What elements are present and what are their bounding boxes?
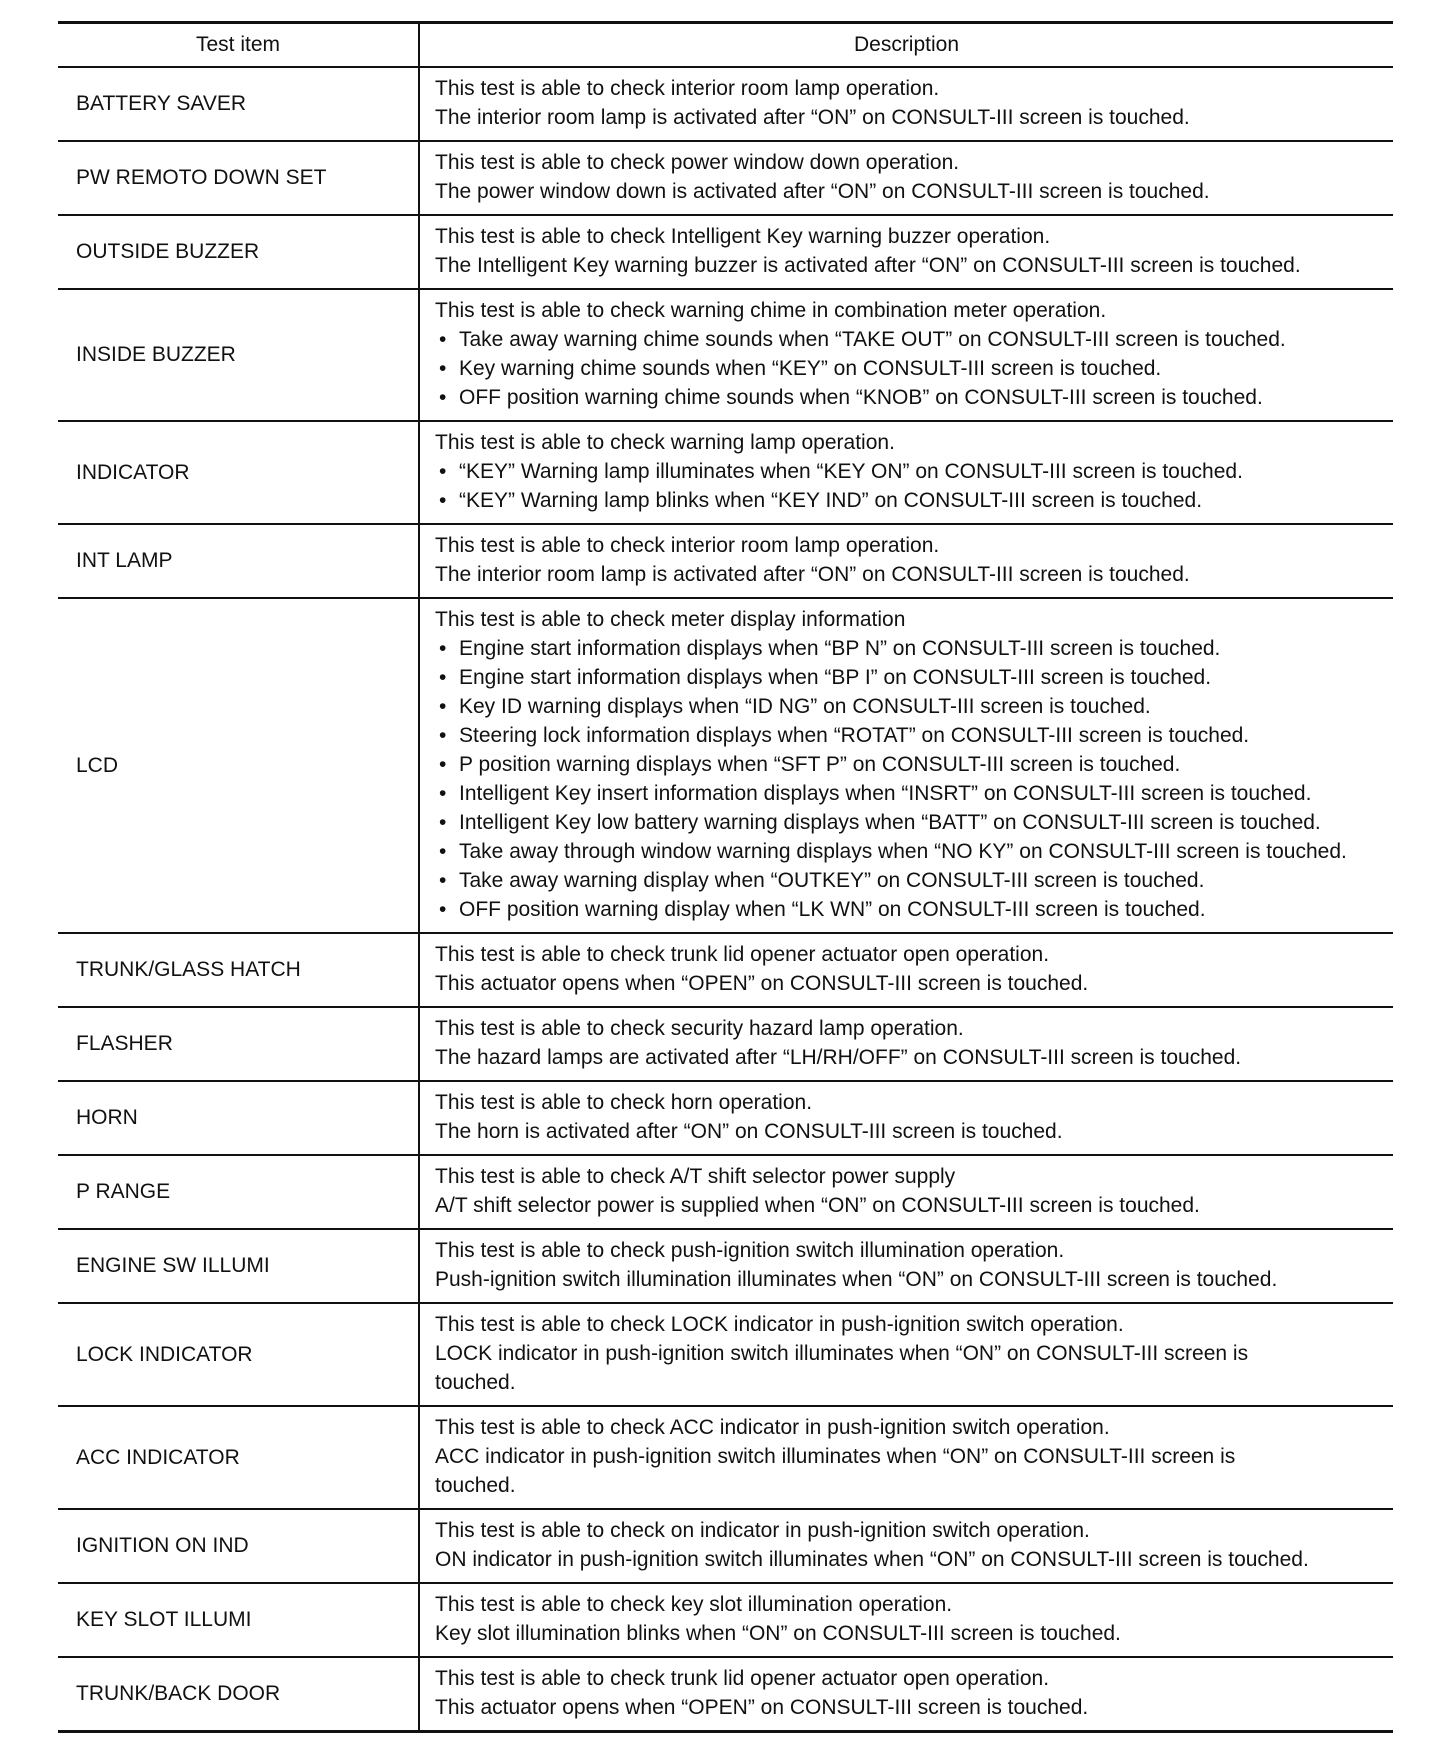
bullet-icon: • [439,665,447,689]
bullet-icon: • [439,868,447,892]
header-row [58,23,1393,67]
bullet-text: P position warning displays when “SFT P” on CONSULT-III screen is touched. [459,752,1181,776]
table-row [58,598,1393,933]
table-row [58,421,1393,524]
bullet-text: Key warning chime sounds when “KEY” on CONSULT-III screen is touched. [459,356,1162,380]
description-line: A/T shift selector power is supplied when “ON” on CONSULT-III screen is touched. [435,1193,1200,1217]
table-row [58,524,1393,598]
description-line: This test is able to check LOCK indicator in push-ignition switch operation. [435,1312,1124,1336]
table-row [58,1229,1393,1303]
bullet-icon: • [439,897,447,921]
bullet-text: “KEY” Warning lamp blinks when “KEY IND” on CONSULT-III screen is touched. [459,488,1203,512]
header-test-item: Test item [58,23,419,67]
bullet-text: Take away through window warning displays when “NO KY” on CONSULT-III screen is touched. [459,839,1347,863]
description-line: ON indicator in push-ignition switch illuminates when “ON” on CONSULT-III screen is touched. [435,1547,1309,1571]
test-item-cell: OUTSIDE BUZZER [58,215,419,289]
description-line: Push-ignition switch illumination illuminates when “ON” on CONSULT-III screen is touched. [435,1267,1278,1291]
bullet-item [435,895,1387,924]
description-line: This test is able to check on indicator in push-ignition switch operation. [435,1518,1090,1542]
description-line: This test is able to check horn operation. [435,1090,813,1114]
bullet-item [435,325,1387,354]
bullet-item [435,354,1387,383]
description-cell [419,289,1393,421]
test-item-cell: P RANGE [58,1155,419,1229]
bullet-item [435,837,1387,866]
bullet-icon: • [439,327,447,351]
test-item-cell: FLASHER [58,1007,419,1081]
bullet-item [435,486,1387,515]
table-row [58,1081,1393,1155]
test-item-cell: PW REMOTO DOWN SET [58,141,419,215]
test-item-cell: TRUNK/BACK DOOR [58,1657,419,1732]
table-row [58,1007,1393,1081]
description-cell [419,1509,1393,1583]
test-item-cell: INT LAMP [58,524,419,598]
description-line: This test is able to check A/T shift selector power supply [435,1164,956,1188]
test-item-cell: ENGINE SW ILLUMI [58,1229,419,1303]
bullet-text: Intelligent Key insert information displays when “INSRT” on CONSULT-III screen is touched. [459,781,1312,805]
bullet-text: Engine start information displays when “BP I” on CONSULT-III screen is touched. [459,665,1212,689]
table-row [58,933,1393,1007]
description-cell [419,933,1393,1007]
description-line: This test is able to check warning lamp operation. [435,430,895,454]
description-line: This actuator opens when “OPEN” on CONSULT-III screen is touched. [435,971,1089,995]
bullet-icon: • [439,810,447,834]
description-line: This test is able to check security hazard lamp operation. [435,1016,964,1040]
bullet-item [435,457,1387,486]
bullet-icon: • [439,781,447,805]
description-cell [419,1406,1393,1509]
test-item-cell: ACC INDICATOR [58,1406,419,1509]
description-line: This test is able to check trunk lid opener actuator open operation. [435,942,1050,966]
bullet-item [435,866,1387,895]
bullet-text: Steering lock information displays when “ROTAT” on CONSULT-III screen is touched. [459,723,1250,747]
table-row [58,1155,1393,1229]
table-row [58,1406,1393,1509]
header-description: Description [419,23,1393,67]
bullet-icon: • [439,488,447,512]
description-cell [419,141,1393,215]
test-item-cell: TRUNK/GLASS HATCH [58,933,419,1007]
description-cell [419,1155,1393,1229]
table-row [58,1657,1393,1732]
description-cell [419,1007,1393,1081]
description-line: This test is able to check ACC indicator in push-ignition switch operation. [435,1415,1110,1439]
test-item-table [58,21,1393,1733]
bullet-item [435,634,1387,663]
bullet-text: Intelligent Key low battery warning displays when “BATT” on CONSULT-III screen is touched. [459,810,1321,834]
bullet-item [435,721,1387,750]
description-line: The horn is activated after “ON” on CONSULT-III screen is touched. [435,1119,1063,1143]
description-line: The Intelligent Key warning buzzer is activated after “ON” on CONSULT-III screen is touched. [435,253,1301,277]
test-item-cell: KEY SLOT ILLUMI [58,1583,419,1657]
description-line: This test is able to check Intelligent Key warning buzzer operation. [435,224,1051,248]
description-cell [419,421,1393,524]
description-line: This test is able to check power window down operation. [435,150,960,174]
test-item-cell: INSIDE BUZZER [58,289,419,421]
description-line: touched. [435,1370,516,1394]
bullet-text: Key ID warning displays when “ID NG” on CONSULT-III screen is touched. [459,694,1151,718]
description-cell [419,1583,1393,1657]
bullet-icon: • [439,636,447,660]
description-line: This test is able to check trunk lid opener actuator open operation. [435,1666,1050,1690]
bullet-text: Engine start information displays when “BP N” on CONSULT-III screen is touched. [459,636,1221,660]
bullet-item [435,663,1387,692]
description-line: This test is able to check key slot illumination operation. [435,1592,953,1616]
bullet-icon: • [439,694,447,718]
table-row [58,215,1393,289]
test-item-cell: IGNITION ON IND [58,1509,419,1583]
description-line: Key slot illumination blinks when “ON” on CONSULT-III screen is touched. [435,1621,1121,1645]
description-line: This test is able to check interior room lamp operation. [435,76,940,100]
bullet-item [435,808,1387,837]
test-item-cell: HORN [58,1081,419,1155]
bullet-icon: • [439,839,447,863]
bullet-item [435,383,1387,412]
description-cell [419,215,1393,289]
bullet-icon: • [439,385,447,409]
bullet-icon: • [439,459,447,483]
bullet-item [435,692,1387,721]
description-line: This actuator opens when “OPEN” on CONSULT-III screen is touched. [435,1695,1089,1719]
table-row [58,141,1393,215]
description-line: ACC indicator in push-ignition switch illuminates when “ON” on CONSULT-III screen is [435,1444,1236,1468]
table-body [58,67,1393,1732]
table-row [58,1583,1393,1657]
description-line: touched. [435,1473,516,1497]
description-cell [419,67,1393,141]
description-cell [419,1303,1393,1406]
bullet-item [435,750,1387,779]
bullet-text: OFF position warning chime sounds when “KNOB” on CONSULT-III screen is touched. [459,385,1263,409]
description-line: This test is able to check interior room lamp operation. [435,533,940,557]
description-line: This test is able to check warning chime in combination meter operation. [435,298,1107,322]
table-row [58,1303,1393,1406]
bullet-text: OFF position warning display when “LK WN” on CONSULT-III screen is touched. [459,897,1206,921]
bullet-icon: • [439,356,447,380]
test-item-cell: INDICATOR [58,421,419,524]
description-cell [419,1229,1393,1303]
bullet-icon: • [439,752,447,776]
description-line: The interior room lamp is activated after “ON” on CONSULT-III screen is touched. [435,105,1190,129]
table-row [58,67,1393,141]
bullet-text: Take away warning display when “OUTKEY” on CONSULT-III screen is touched. [459,868,1205,892]
description-cell [419,1657,1393,1732]
test-item-cell: BATTERY SAVER [58,67,419,141]
description-cell [419,524,1393,598]
test-item-cell: LCD [58,598,419,933]
test-item-cell: LOCK INDICATOR [58,1303,419,1406]
table-row [58,289,1393,421]
description-line: The interior room lamp is activated after “ON” on CONSULT-III screen is touched. [435,562,1190,586]
bullet-item [435,779,1387,808]
description-line: LOCK indicator in push-ignition switch illuminates when “ON” on CONSULT-III screen is [435,1341,1249,1365]
description-line: The power window down is activated after “ON” on CONSULT-III screen is touched. [435,179,1210,203]
table-header [58,23,1393,67]
description-cell [419,598,1393,933]
description-line: The hazard lamps are activated after “LH/RH/OFF” on CONSULT-III screen is touched. [435,1045,1242,1069]
bullet-text: “KEY” Warning lamp illuminates when “KEY ON” on CONSULT-III screen is touched. [459,459,1243,483]
table-row [58,1509,1393,1583]
description-line: This test is able to check push-ignition switch illumination operation. [435,1238,1065,1262]
bullet-icon: • [439,723,447,747]
description-line: This test is able to check meter display information [435,607,906,631]
bullet-text: Take away warning chime sounds when “TAKE OUT” on CONSULT-III screen is touched. [459,327,1286,351]
description-cell [419,1081,1393,1155]
